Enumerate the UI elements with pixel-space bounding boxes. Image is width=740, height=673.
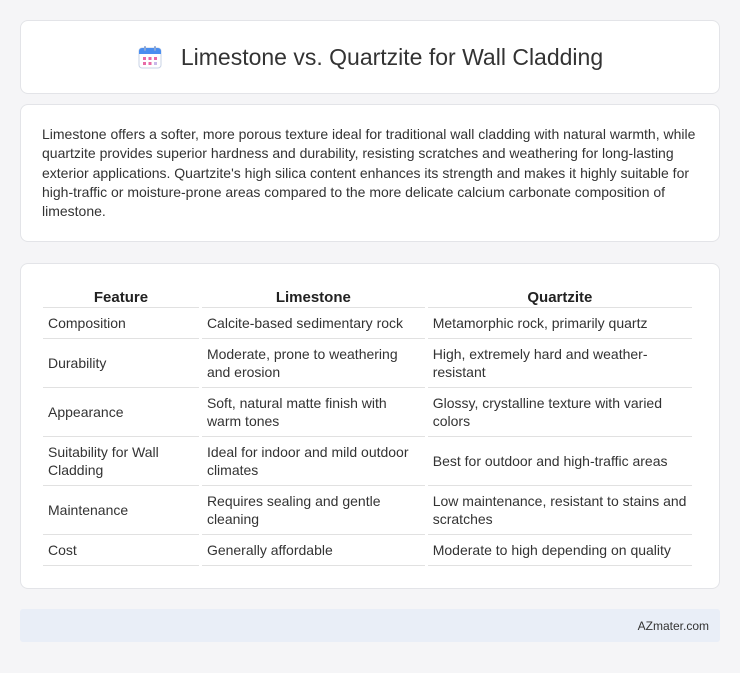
table-header-row	[43, 284, 692, 308]
feature-cell: Suitability for Wall Cladding	[43, 437, 199, 486]
limestone-cell: Moderate, prone to weathering and erosion	[202, 339, 425, 388]
limestone-cell: Generally affordable	[202, 535, 425, 566]
limestone-cell: Soft, natural matte finish with warm tones	[202, 388, 425, 437]
feature-cell: Composition	[43, 308, 199, 339]
limestone-cell: Ideal for indoor and mild outdoor climates	[202, 437, 425, 486]
quartzite-cell: Low maintenance, resistant to stains and scratches	[428, 486, 692, 535]
header-feature: Feature	[43, 284, 199, 308]
header-quartzite: Quartzite	[428, 284, 692, 308]
table-row	[43, 388, 692, 437]
table-row	[43, 535, 692, 566]
feature-cell: Cost	[43, 535, 199, 566]
quartzite-cell: High, extremely hard and weather-resistant	[428, 339, 692, 388]
table-row	[43, 486, 692, 535]
table-row	[43, 339, 692, 388]
intro-text: Limestone offers a softer, more porous texture ideal for traditional wall cladding with natural warmth, while quartzite provides superior hardness and durability, resisting scratches and weathering for long-lasting exterior applications. Quartzite's high silica content enhances its strength and makes it highly suitable for high-traffic or moisture-prone areas compared to the more delicate calcium carbonate composition of limestone.	[42, 126, 696, 220]
quartzite-cell: Glossy, crystalline texture with varied colors	[428, 388, 692, 437]
footer-brand[interactable]: AZmater.com	[637, 618, 709, 633]
feature-cell: Maintenance	[43, 486, 199, 535]
footer-bar	[20, 609, 720, 642]
comparison-table	[40, 284, 695, 566]
header-limestone: Limestone	[202, 284, 425, 308]
quartzite-cell: Moderate to high depending on quality	[428, 535, 692, 566]
limestone-cell: Calcite-based sedimentary rock	[202, 308, 425, 339]
quartzite-cell: Metamorphic rock, primarily quartz	[428, 308, 692, 339]
page-title: Limestone vs. Quartzite for Wall Cladding	[180, 43, 604, 70]
intro-card	[20, 104, 720, 242]
feature-cell: Durability	[43, 339, 199, 388]
title-card	[20, 20, 720, 94]
table-row	[43, 308, 692, 339]
calendar-icon	[137, 45, 163, 69]
feature-cell: Appearance	[43, 388, 199, 437]
limestone-cell: Requires sealing and gentle cleaning	[202, 486, 425, 535]
comparison-card	[20, 263, 720, 589]
table-row	[43, 437, 692, 486]
quartzite-cell: Best for outdoor and high-traffic areas	[428, 437, 692, 486]
